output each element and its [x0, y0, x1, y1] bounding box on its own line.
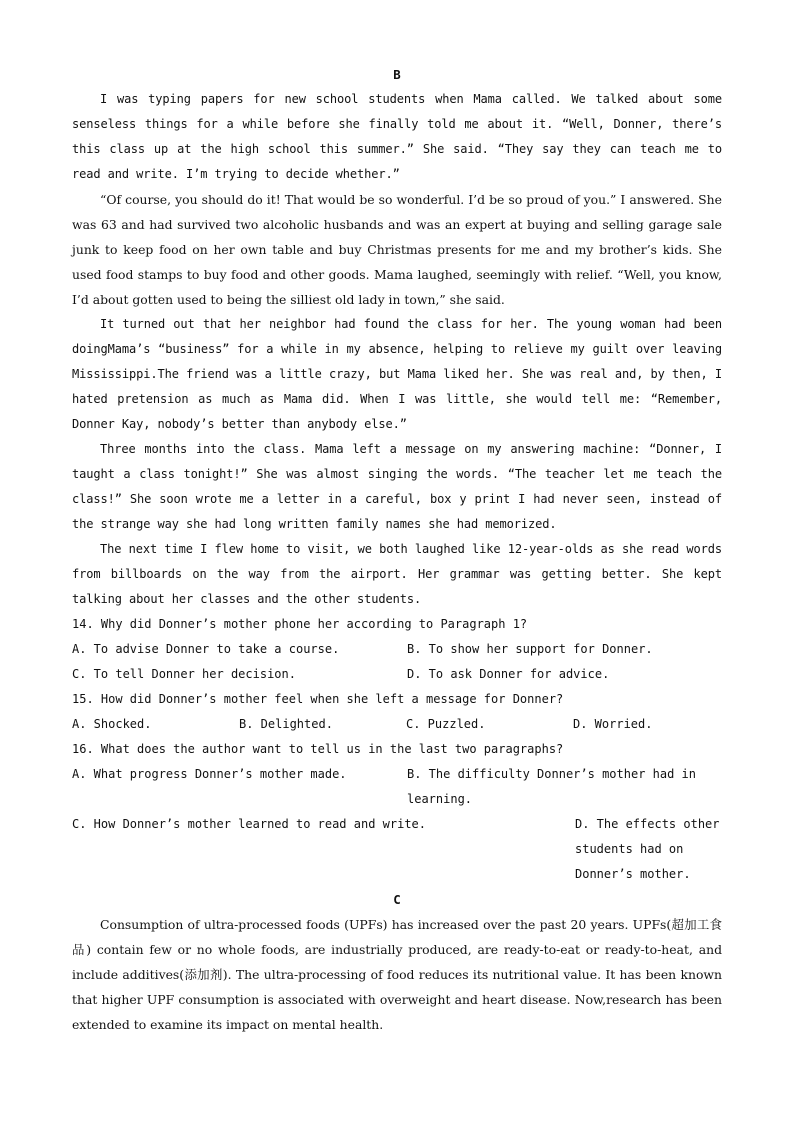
question-15-option-d: D. Worried.: [573, 717, 653, 731]
question-15-options: [72, 712, 722, 737]
question-16-option-c: C. How Donner’s mother learned to read and write.: [72, 817, 427, 831]
section-c-paragraph: Consumption of ultra-processed foods (UPFs) has increased over the past 20 years. UPFs(超加工食品) contain few or no whole foods, are industrially produced, are ready-to-eat or ready-to-heat, and include additives(添加剂). The ultra-processing of food reduces its nutritional value. It has been known that higher UPF consumption is associated with overweight and heart disease. Now,research has been extended to examine its impact on mental health.: [72, 917, 722, 1032]
question-16-option-d: D. The effects other students had on Donner’s mother.: [575, 817, 720, 881]
section-b-paragraph-2: “Of course, you should do it! That would be so wonderful. I’d be so proud of you.” I answered. She was 63 and had survived two alcoholic husbands and was an expert at buying and selling garage sale junk to keep food on her own table and buy Christmas presents for me and my brother’s kids. She used food stamps to buy food and other goods. Mama laughed, seemingly with relief. “Well, you know, I’d about gotten used to being the silliest old lady in town,” she said.: [72, 192, 722, 307]
section-b-paragraph-1: I was typing papers for new school students when Mama called. We talked about some senseless things for a while before she finally told me about it. “Well, Donner, there’s this class up at the high school this summer.” She said. “They say they can teach me to read and write. I’m trying to decide whether.”: [72, 92, 722, 181]
question-14-options: [72, 637, 722, 662]
question-15-option-a: A. Shocked.: [72, 717, 152, 731]
question-14-option-c: C. To tell Donner her decision.: [72, 667, 296, 681]
document-page: [72, 62, 722, 1037]
section-b-paragraph-5: The next time I flew home to visit, we both laughed like 12-year-olds as she read words from billboards on the way from the airport. Her grammar was getting better. She kept talking about her classes and the other students.: [72, 542, 722, 606]
section-c-heading: C: [393, 892, 401, 907]
question-15-stem: 15. How did Donner’s mother feel when she left a message for Donner?: [72, 692, 564, 706]
question-14-option-b: B. To show her support for Donner.: [407, 642, 653, 656]
section-b-paragraph-4: Three months into the class. Mama left a message on my answering machine: “Donner, I taught a class tonight!” She was almost singing the words. “The teacher let me teach the class!” She soon wrote me a letter in a careful, box y print I had never seen, instead of the strange way she had long written family names she had memorized.: [72, 442, 722, 531]
question-16-options: [72, 762, 722, 812]
section-b-paragraph-3: It turned out that her neighbor had found the class for her. The young woman had been doingMama’s “business” for a while in my absence, helping to relieve my guilt over leaving Mississippi.The friend was a little crazy, but Mama liked her. She was real and, by then, I hated pretension as much as Mama did. When I was little, she would tell me: “Remember, Donner Kay, nobody’s better than anybody else.”: [72, 317, 722, 431]
question-14-option-a: A. To advise Donner to take a course.: [72, 642, 340, 656]
question-16-option-a: A. What progress Donner’s mother made.: [72, 767, 347, 781]
question-14-option-d: D. To ask Donner for advice.: [407, 667, 610, 681]
question-14-options-row-2: [72, 662, 722, 687]
section-b-heading: B: [393, 67, 401, 82]
question-16-stem: 16. What does the author want to tell us in the last two paragraphs?: [72, 742, 564, 756]
question-15-option-c: C. Puzzled.: [406, 717, 486, 731]
question-16-option-b: B. The difficulty Donner’s mother had in learning.: [407, 767, 696, 806]
question-16-options-row-2: [72, 812, 722, 887]
question-14-stem: 14. Why did Donner’s mother phone her according to Paragraph 1?: [72, 617, 528, 631]
question-15-option-b: B. Delighted.: [239, 717, 333, 731]
